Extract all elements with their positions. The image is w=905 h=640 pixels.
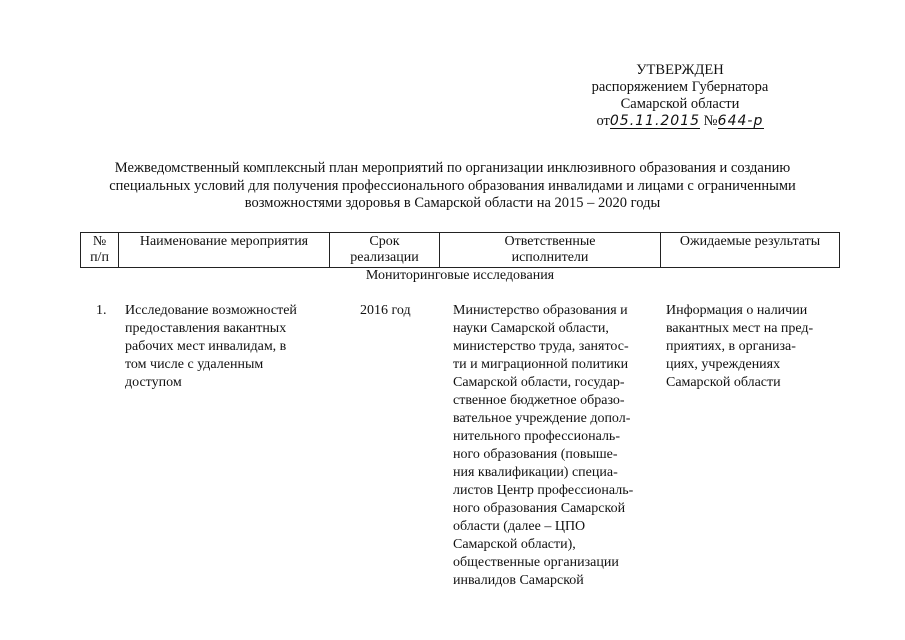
row-name-line: доступом	[125, 375, 182, 390]
row-number: 1.	[96, 303, 107, 318]
number-prefix: №	[703, 113, 718, 129]
approval-line-1: распоряжением Губернатора	[591, 79, 769, 95]
header-name: Наименование мероприятия	[139, 234, 309, 249]
row-responsible	[453, 302, 668, 590]
title-line-3: возможностями здоровья в Самарской области на 2015 – 2020 годы	[244, 195, 661, 211]
row-responsible-line: инвалидов Самарской	[453, 573, 584, 588]
row-result-line: приятиях, в организа-	[666, 339, 796, 354]
row-responsible-line: ного образования Самарской	[453, 501, 626, 516]
title-line-1: Межведомственный комплексный план мероприятий по организации инклюзивного образования и созданию	[114, 160, 791, 176]
title-line-2: специальных условий для получения профессионального образования инвалидами и лицами с ограниченными	[109, 177, 796, 194]
row-responsible-line: нительного профессиональ-	[453, 429, 620, 444]
row-result-line: циях, учреждениях	[666, 357, 781, 372]
row-name	[125, 302, 330, 392]
row-responsible-line: области (далее – ЦПО	[453, 519, 586, 534]
row-term: 2016 год	[360, 303, 411, 318]
handwritten-number: 644-р	[717, 113, 764, 129]
row-responsible-line: ного образования (повыше-	[453, 447, 618, 462]
row-responsible-line: вательное учреждение допол-	[453, 411, 631, 426]
row-responsible-line: министерство труда, занятос-	[453, 339, 629, 354]
row-responsible-line: листов Центр профессиональ-	[453, 483, 634, 498]
document-title	[30, 160, 875, 213]
section-heading: Мониторинговые исследования	[365, 268, 555, 283]
header-num	[81, 233, 118, 267]
row-name-line: Исследование возможностей	[125, 303, 297, 318]
row-result-line: вакантных мест на пред-	[666, 321, 814, 336]
row-responsible-line: Министерство образования и	[453, 303, 628, 318]
approval-title: УТВЕРЖДЕН	[636, 62, 724, 78]
header-result: Ожидаемые результаты	[679, 234, 821, 249]
row-name-line: том числе с удаленным	[125, 357, 264, 372]
header-responsible-line-1: Ответственные	[504, 234, 596, 249]
row-responsible-line: Самарской области),	[453, 537, 576, 552]
header-num-line-2: п/п	[90, 250, 109, 265]
row-name-line: рабочих мест инвалидам, в	[125, 339, 287, 354]
row-responsible-line: ственное бюджетное образо-	[453, 393, 625, 408]
table-header	[80, 232, 840, 268]
approval-block	[560, 62, 800, 130]
row-responsible-line: ния квалификации) специа-	[453, 465, 618, 480]
row-name-line: предоставления вакантных	[125, 321, 287, 336]
header-responsible	[440, 233, 660, 267]
approval-line-2: Самарской области	[620, 96, 740, 112]
row-responsible-line: ти и миграционной политики	[453, 357, 629, 372]
approval-date-line	[560, 113, 800, 130]
row-responsible-line: Самарской области, государ-	[453, 375, 625, 390]
header-responsible-line-2: исполнители	[511, 250, 589, 265]
row-result-line: Самарской области	[666, 375, 781, 390]
header-term-line-1: Срок	[369, 234, 400, 249]
header-num-line-1: №	[92, 234, 107, 249]
header-term	[330, 233, 439, 267]
row-result	[666, 302, 836, 392]
date-prefix: от	[596, 113, 610, 129]
row-responsible-line: общественные организации	[453, 555, 619, 570]
row-responsible-line: науки Самарской области,	[453, 321, 609, 336]
handwritten-date: 05.11.2015	[609, 113, 701, 129]
row-result-line: Информация о наличии	[666, 303, 808, 318]
header-term-line-2: реализации	[350, 250, 419, 265]
